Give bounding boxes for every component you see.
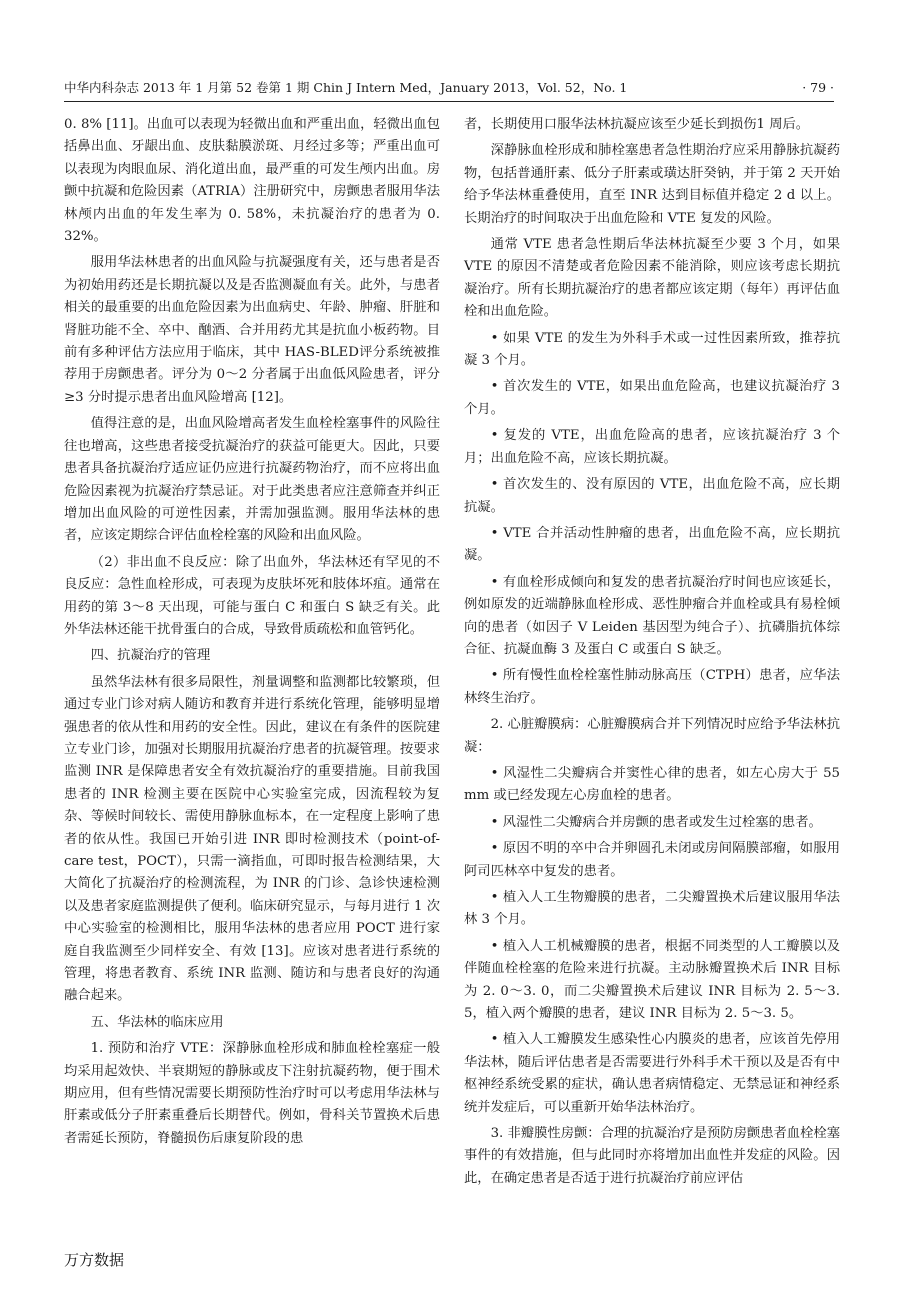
paragraph: 通常 VTE 患者急性期后华法林抗凝至少要 3 个月，如果 VTE 的原因不清楚或者危险因素不能消除，则应该考虑长期抗凝治疗。所有长期抗凝治疗的患者都应该定期（每年）再评估血栓和出血危险。 <box>464 237 840 320</box>
bullet-item: • 如果 VTE 的发生为外科手术或一过性因素所致，推荐抗凝 3 个月。 <box>464 330 840 369</box>
bullet-item: • 风湿性二尖瓣病合并窦性心律的患者，如左心房大于 55 mm 或已经发现左心房血栓的患者。 <box>464 765 840 804</box>
paragraph: 虽然华法林有很多局限性，剂量调整和监测都比较繁琐，但通过专业门诊对病人随访和教育并进行系统化管理，能够明显增强患者的依从性和用药的安全性。因此，建议在有条件的医院建立专业门诊，加强对长期服用抗凝治疗患者的抗凝管理。按要求监测 INR 是保障患者安全有效抗凝治疗的重要措施。目前我国患者的 INR 检测主要在医院中心实验室完成，因流程较为复杂、等候时间较长、需使用静脉血标本，在一定程度上影响了患者的依从性。我国已开始引进 INR 即时检测技术（point-of-care test，POCT），只需一滴指血，可即时报告检测结果，大大简化了抗凝治疗的检测流程，为 INR 的门诊、急诊快速检测以及患者家庭监测提供了便利。临床研究显示，与每月进行 1 次中心实验室的检测相比，服用华法林的患者应用 POCT 进行家庭自我监测至少同样安全、有效 [13]。应该对患者进行系统的管理，将患者教育、系统 INR 监测、随访和与患者良好的沟通融合起来。 <box>64 674 440 1004</box>
bullet-item: • 风湿性二尖瓣病合并房颤的患者或发生过栓塞的患者。 <box>490 814 822 830</box>
bullet-item: • VTE 合并活动性肿瘤的患者，出血危险不高，应长期抗凝。 <box>464 525 840 564</box>
header-divider <box>64 101 834 102</box>
footer-watermark: 万方数据 <box>64 1251 125 1269</box>
page-number: · 79 · <box>802 80 834 95</box>
bullet-item: • 有血栓形成倾向和复发的患者抗凝治疗时间也应该延长，例如原发的近端静脉血栓形成、恶性肿瘤合并血栓或具有易栓倾向的患者（如因子 V Leiden 基因型为纯合子）、抗磷脂抗体综合征、抗凝血酶 3 及蛋白 C 或蛋白 S 缺乏。 <box>464 574 840 657</box>
bullet-item: • 复发的 VTE，出血危险高的患者，应该抗凝治疗 3 个月；出血危险不高，应该长期抗凝。 <box>464 428 840 466</box>
paragraph: 者，长期使用口服华法林抗凝应该至少延长到损伤1 周后。 <box>464 117 810 132</box>
bullet-item: • 植入人工生物瓣膜的患者，二尖瓣置换术后建议服用华法林 3 个月。 <box>464 890 840 928</box>
paragraph: 服用华法林患者的出血风险与抗凝强度有关，还与患者是否为初始用药还是长期抗凝以及是否监测凝血有关。此外，与患者相关的最重要的出血危险因素为出血病史、年龄、肿瘤、肝脏和肾脏功能不全、卒中、酗酒、合并用药尤其是抗血小板药物。目前有多种评估方法应用于临床，其中 HAS-BLED评分系统被推荐用于房颤患者。评分为 0～2 分者属于出血低风险患者，评分≥3 分时提示患者出血风险增高 [12]。 <box>64 255 440 405</box>
paragraph: （2）非出血不良反应：除了出血外，华法林还有罕见的不良反应：急性血栓形成，可表现为皮肤坏死和肢体坏疽。通常在用药的第 3～8 天出现，可能与蛋白 C 和蛋白 S 缺乏有关。此外华法林还能干扰骨蛋白的合成，导致骨质疏松和血管钙化。 <box>64 554 440 637</box>
paragraph: 3. 非瓣膜性房颤：合理的抗凝治疗是预防房颤患者血栓栓塞事件的有效措施，但与此同时亦将增加出血性并发症的风险。因此，在确定患者是否适于进行抗凝治疗前应评估 <box>464 1126 840 1186</box>
left-column <box>64 114 440 1154</box>
bullet-item: • 植入人工瓣膜发生感染性心内膜炎的患者，应该首先停用华法林，随后评估患者是否需要进行外科手术干预以及是否有中枢神经系统受累的症状，确认患者病情稳定、无禁忌证和神经系统并发症后，可以重新开始华法林治疗。 <box>464 1032 840 1115</box>
bullet-item: • 首次发生的 VTE，如果出血危险高，也建议抗凝治疗 3 个月。 <box>464 379 840 417</box>
section-heading: 四、抗凝治疗的管理 <box>90 648 211 664</box>
journal-citation: 中华内科杂志 2013 年 1 月第 52 卷第 1 期 Chin J Intern Med，January 2013，Vol. 52，No. 1 <box>64 80 628 95</box>
paragraph: 1. 预防和治疗 VTE：深静脉血栓形成和肺血栓栓塞症一般均采用起效快、半衰期短的静脉或皮下注射抗凝药物，便于围术期应用，但有些情况需要长期预防性治疗时可以考虑用华法林与肝素或低分子肝素重叠后长期替代。例如，骨科关节置换术后患者需延长预防，脊髓损伤后康复阶段的患 <box>64 1041 440 1146</box>
section-heading: 五、华法林的临床应用 <box>90 1014 224 1030</box>
paragraph: 0. 8% [11]。出血可以表现为轻微出血和严重出血，轻微出血包括鼻出血、牙龈出血、皮肤黏膜淤斑、月经过多等；严重出血可以表现为肉眼血尿、消化道出血，最严重的可发生颅内出血。房颤中抗凝和危险因素（ATRIA）注册研究中，房颤患者服用华法林颅内出血的年发生率为 0. 58%，未抗凝治疗的患者为 0. 32%。 <box>64 117 440 245</box>
bullet-item: • 原因不明的卒中合并卵圆孔未闭或房间隔膜部瘤，如服用阿司匹林卒中复发的患者。 <box>464 841 840 879</box>
bullet-item: • 植入人工机械瓣膜的患者，根据不同类型的人工瓣膜以及伴随血栓栓塞的危险来进行抗凝。主动脉瓣置换术后 INR 目标为 2. 0～3. 0，而二尖瓣置换术后建议 INR 目标为 2. 5～3. 5，植入两个瓣膜的患者，建议 INR 目标为 2. 5～3. 5。 <box>464 938 840 1022</box>
paragraph: 深静脉血栓形成和肺栓塞患者急性期治疗应采用静脉抗凝药物，包括普通肝素、低分子肝素或璜达肝癸钠，并于第 2 天开始给予华法林重叠使用，直至 INR 达到目标值并稳定 2 d 以上。长期治疗的时间取决于出血危险和 VTE 复发的风险。 <box>464 143 840 226</box>
bullet-item: • 所有慢性血栓栓塞性肺动脉高压（CTPH）患者，应华法林终生治疗。 <box>464 668 840 706</box>
right-column <box>464 114 840 1194</box>
paragraph: 2. 心脏瓣膜病：心脏瓣膜病合并下列情况时应给予华法林抗凝： <box>464 717 840 755</box>
running-header <box>64 78 834 98</box>
paragraph: 值得注意的是，出血风险增高者发生血栓栓塞事件的风险往往也增高，这些患者接受抗凝治疗的获益可能更大。因此，只要患者具备抗凝治疗适应证仍应进行抗凝药物治疗，而不应将出血危险因素视为抗凝治疗禁忌证。对于此类患者应注意筛查并纠正增加出血风险的可逆性因素，并需加强监测。服用华法林的患者，应该定期综合评估血栓栓塞的风险和出血风险。 <box>64 416 440 544</box>
bullet-item: • 首次发生的、没有原因的 VTE，出血危险不高，应长期抗凝。 <box>464 477 840 515</box>
